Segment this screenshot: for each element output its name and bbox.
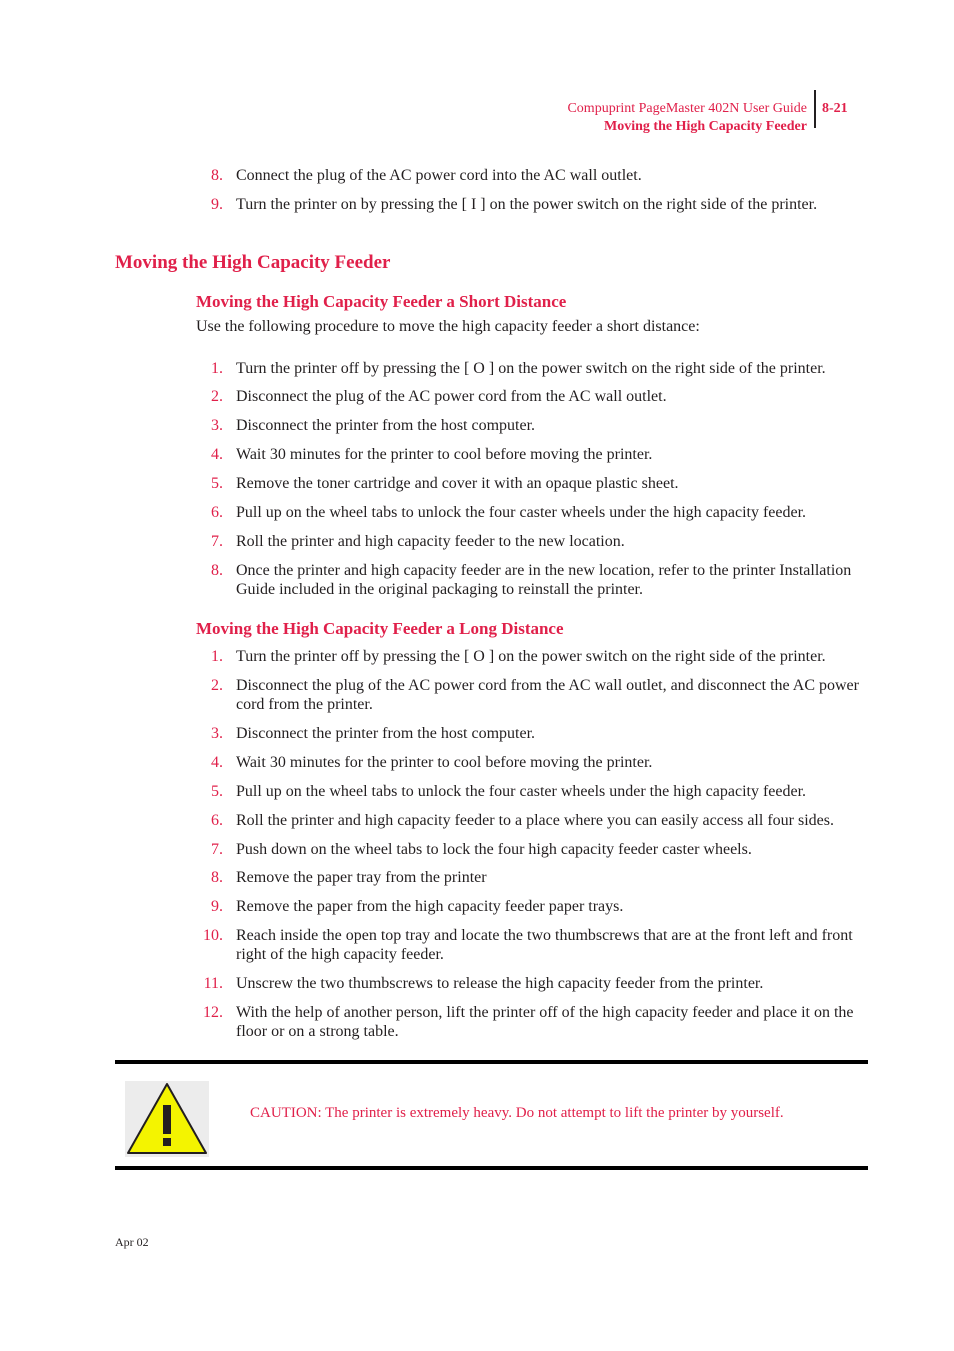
step-text: Turn the printer off by pressing the [ O ] on the power switch on the right side of the printer.	[236, 648, 826, 665]
short-distance-heading: Moving the High Capacity Feeder a Short Distance	[196, 292, 567, 311]
step-text: Roll the printer and high capacity feeder to a place where you can easily access all four sides.	[236, 812, 834, 829]
list-item	[211, 561, 871, 599]
list-item	[211, 647, 871, 666]
list-item	[211, 897, 871, 916]
step-text: Unscrew the two thumbscrews to release the high capacity feeder from the printer.	[236, 975, 764, 992]
list-item	[211, 532, 871, 551]
list-item	[211, 359, 871, 378]
step-number: 1.	[211, 360, 223, 377]
step-number: 10.	[203, 927, 223, 944]
caution-text: CAUTION: The printer is extremely heavy. Do not attempt to lift the printer by yourself.	[250, 1105, 784, 1121]
step-number: 9.	[211, 196, 223, 213]
step-text: Turn the printer on by pressing the [ I ] on the power switch on the right side of the printer.	[236, 196, 818, 213]
step-number: 3.	[211, 417, 223, 434]
step-number: 1.	[211, 648, 223, 665]
step-number: 4.	[211, 446, 223, 463]
step-number: 8.	[211, 869, 223, 886]
step-number: 2.	[211, 677, 223, 694]
list-item	[211, 195, 871, 214]
step-text: Disconnect the printer from the host computer.	[236, 725, 536, 742]
list-item	[211, 166, 871, 185]
step-text: Pull up on the wheel tabs to unlock the four caster wheels under the high capacity feeder.	[236, 783, 807, 800]
step-number: 9.	[211, 898, 223, 915]
list-item	[211, 503, 871, 522]
step-text: Wait 30 minutes for the printer to cool before moving the printer.	[236, 754, 653, 771]
step-number: 11.	[203, 975, 223, 992]
list-item	[211, 474, 871, 493]
step-text: Once the printer and high capacity feeder are in the new location, refer to the printer Installation Guide included in the original packaging to reinstall the printer.	[236, 562, 852, 598]
step-text: Turn the printer off by pressing the [ O ] on the power switch on the right side of the printer.	[236, 360, 826, 377]
long-distance-heading: Moving the High Capacity Feeder a Long Distance	[196, 619, 564, 638]
step-text: Remove the toner cartridge and cover it with an opaque plastic sheet.	[236, 475, 679, 492]
list-item	[211, 753, 871, 772]
step-text: Connect the plug of the AC power cord into the AC wall outlet.	[236, 167, 642, 184]
step-text: With the help of another person, lift the printer off of the high capacity feeder and place it on the floor or on a strong table.	[236, 1004, 854, 1040]
step-text: Reach inside the open top tray and locate the two thumbscrews that are at the front left and front right of the high capacity feeder.	[236, 927, 853, 963]
list-item	[211, 445, 871, 464]
list-item	[211, 724, 871, 743]
list-item	[203, 974, 871, 993]
step-number: 7.	[211, 841, 223, 858]
step-text: Roll the printer and high capacity feeder to the new location.	[236, 533, 625, 550]
step-number: 8.	[211, 167, 223, 184]
list-item	[211, 840, 871, 859]
list-item	[211, 782, 871, 801]
list-item	[211, 811, 871, 830]
page-number: 8-21	[822, 101, 848, 116]
footer-date: Apr 02	[115, 1235, 149, 1249]
step-text: Remove the paper from the high capacity feeder paper trays.	[236, 898, 624, 915]
step-text: Disconnect the plug of the AC power cord from the AC wall outlet.	[236, 388, 667, 405]
list-item	[211, 416, 871, 435]
step-number: 12.	[203, 1004, 223, 1021]
list-item	[211, 676, 871, 714]
warning-icon	[125, 1081, 209, 1157]
list-item	[203, 1003, 871, 1041]
step-text: Wait 30 minutes for the printer to cool before moving the printer.	[236, 446, 653, 463]
header-text	[567, 100, 807, 136]
step-text: Push down on the wheel tabs to lock the four high capacity feeder caster wheels.	[236, 841, 752, 858]
step-number: 5.	[211, 475, 223, 492]
step-number: 4.	[211, 754, 223, 771]
step-number: 6.	[211, 812, 223, 829]
step-text: Disconnect the printer from the host computer.	[236, 417, 536, 434]
step-number: 7.	[211, 533, 223, 550]
step-number: 8.	[211, 562, 223, 579]
list-item	[211, 387, 871, 406]
step-text: Remove the paper tray from the printer	[236, 869, 487, 886]
caution-bottom-rule	[115, 1166, 868, 1170]
header-title: Compuprint PageMaster 402N User Guide	[567, 101, 807, 116]
section-title: Moving the High Capacity Feeder	[115, 252, 391, 273]
step-number: 5.	[211, 783, 223, 800]
header-subtitle: Moving the High Capacity Feeder	[604, 119, 807, 134]
list-item	[211, 868, 871, 887]
intro-text: Use the following procedure to move the high capacity feeder a short distance:	[196, 318, 700, 335]
header-divider	[814, 90, 816, 128]
step-number: 6.	[211, 504, 223, 521]
step-number: 2.	[211, 388, 223, 405]
caution-top-rule	[115, 1060, 868, 1064]
step-number: 3.	[211, 725, 223, 742]
list-item	[203, 926, 871, 964]
step-text: Disconnect the plug of the AC power cord from the AC wall outlet, and disconnect the AC power cord from the printer.	[236, 677, 859, 713]
step-text: Pull up on the wheel tabs to unlock the four caster wheels under the high capacity feeder.	[236, 504, 807, 521]
